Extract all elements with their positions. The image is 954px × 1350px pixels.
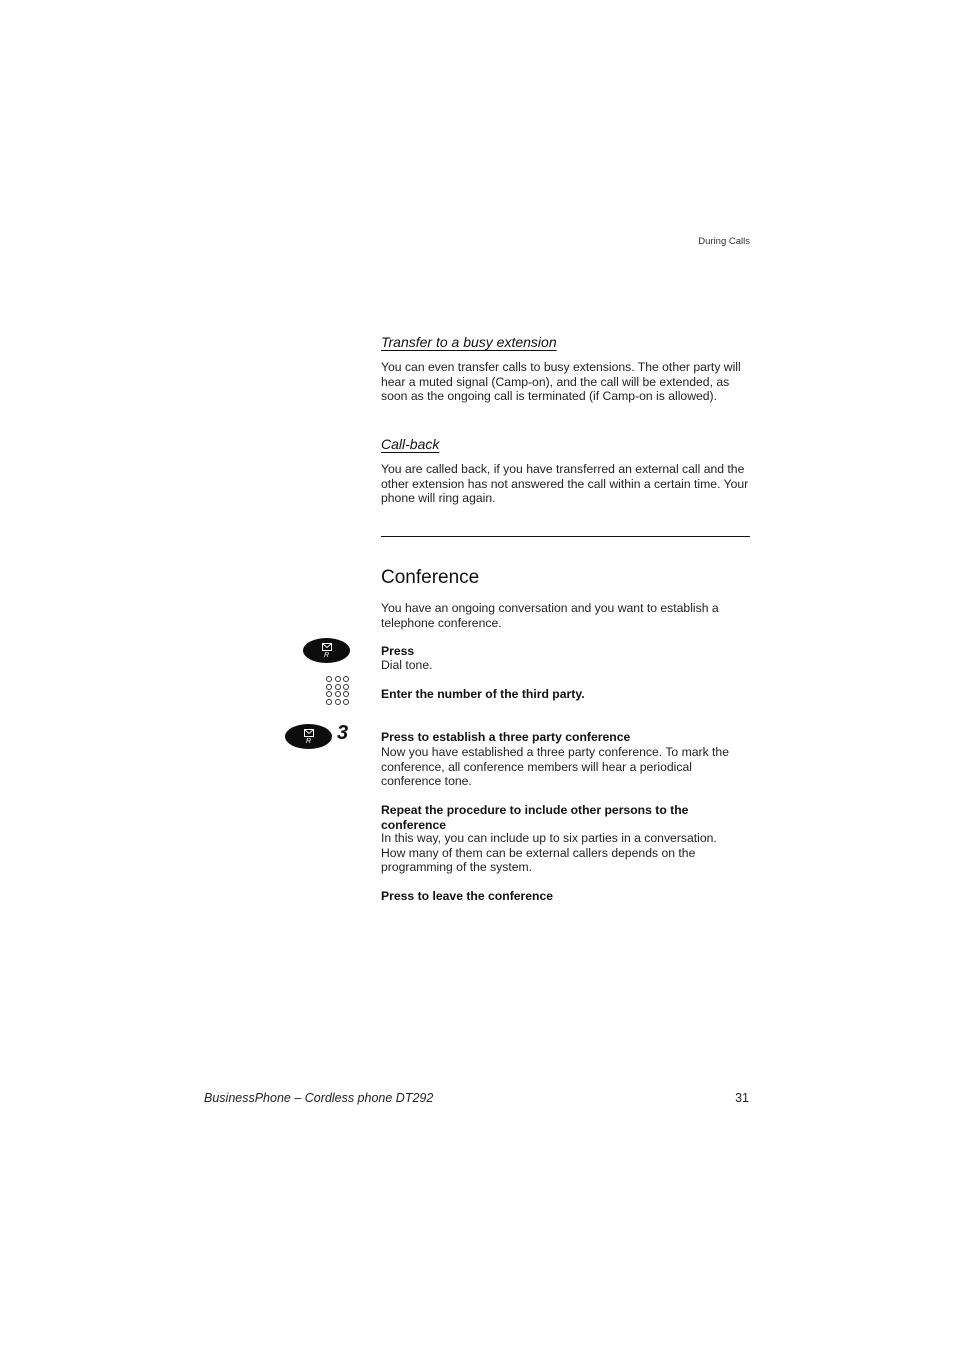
r-key-label: R (305, 737, 312, 745)
envelope-icon (304, 729, 314, 737)
envelope-icon (322, 643, 332, 651)
footer-title: BusinessPhone – Cordless phone DT292 (204, 1091, 434, 1105)
call-back-body: You are called back, if you have transferred an external call and the other extension has not answered the call within a certain time. Your phone will ring again. (381, 462, 749, 506)
step-5-heading: Press to leave the conference (381, 889, 554, 903)
conference-heading: Conference (381, 567, 480, 588)
digit-3-key: 3 (337, 722, 349, 744)
step-4-text: In this way, you can include up to six parties in a conversation. How many of them can be external callers depends on the programming of the system. (381, 831, 717, 875)
r-key-label: R (323, 651, 330, 659)
step-3-heading: Press to establish a three party conference (381, 730, 631, 744)
step-3-text: Now you have established a three party conference. To mark the conference, all conference members will hear a periodical conference tone. (381, 745, 729, 789)
step-1-text: Dial tone. (381, 658, 433, 672)
transfer-busy-body: You can even transfer calls to busy extensions. The other party will hear a muted signal (Camp-on), and the call will be extended, as soon as the ongoing call is terminated (if Camp-on is allowed). (381, 360, 741, 404)
section-divider (381, 536, 750, 537)
keypad-icon (326, 676, 350, 705)
page-number: 31 (735, 1091, 749, 1105)
step-2-heading: Enter the number of the third party. (381, 687, 585, 701)
step-1-heading: Press (381, 644, 415, 658)
call-back-heading: Call-back (381, 436, 440, 452)
r-key-icon (285, 724, 332, 749)
step-4-heading: Repeat the procedure to include other persons to the conference (381, 803, 689, 832)
conference-intro: You have an ongoing conversation and you want to establish a telephone conference. (381, 601, 719, 630)
running-head: During Calls (698, 236, 750, 247)
transfer-busy-heading: Transfer to a busy extension (381, 334, 557, 350)
r-key-icon (303, 638, 350, 663)
